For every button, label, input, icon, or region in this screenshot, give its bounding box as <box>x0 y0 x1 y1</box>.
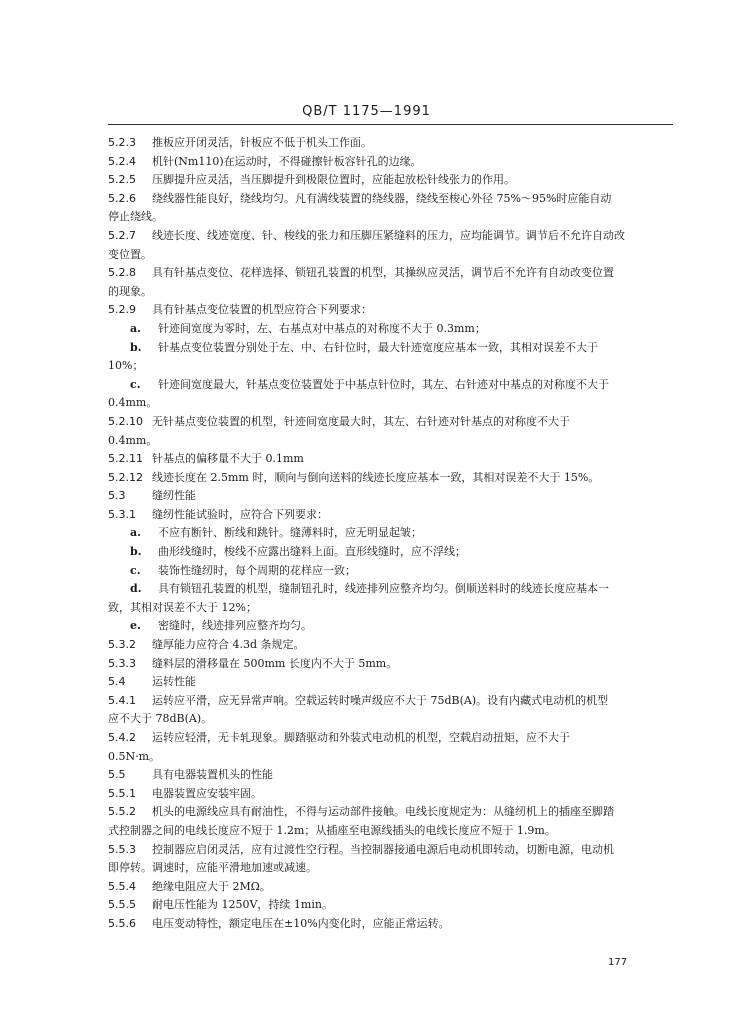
clause-text: 针迹间宽度最大，针基点变位装置处于中基点针位时，其左、右针迹对中基点的对称度不大于 <box>158 377 609 391</box>
clause-text: 机头的电源线应具有耐油性，不得与运动部件接触。电线长度规定为：从缝纫机上的插座至脚踏 <box>152 805 614 819</box>
text-line <box>108 599 674 618</box>
text-line <box>108 785 674 804</box>
clause-number: 5.5.4 <box>108 879 136 893</box>
item-letter: b. <box>130 545 142 559</box>
clause-text: 电器装置应安装牢固。 <box>152 786 262 800</box>
text-line <box>108 803 674 822</box>
text-line <box>108 692 674 711</box>
clause-text: 线迹长度在 2.5mm 时，顺向与倒向送料的线迹长度应基本一致，其相对误差不大于 15%。 <box>152 470 600 484</box>
clause-number: 5.5 <box>108 768 126 782</box>
text-line <box>108 264 674 283</box>
item-letter: c. <box>130 377 141 391</box>
text-line <box>108 320 674 339</box>
clause-number: 5.3.1 <box>108 507 136 521</box>
clause-number: 5.3.2 <box>108 638 136 652</box>
text-line <box>108 487 674 506</box>
text-line <box>108 171 674 190</box>
clause-number: 5.4.1 <box>108 693 136 707</box>
clause-text: 式控制器之间的电线长度应不短于 1.2m；从插座至电源线插头的电线长度应不短于 1.9m。 <box>108 823 556 837</box>
clause-text: 推板应开闭灵活，针板应不低于机头工作面。 <box>152 136 372 149</box>
clause-number: 5.2.11 <box>108 452 143 466</box>
text-line <box>108 227 674 246</box>
text-line <box>108 562 674 581</box>
clause-number: 5.3 <box>108 489 126 503</box>
item-letter: c. <box>130 563 141 577</box>
text-line <box>108 301 674 320</box>
clause-text: 机针(Nm110)在运动时，不得碰擦针板容针孔的边缘。 <box>152 154 422 168</box>
clause-number: 5.2.3 <box>108 136 136 149</box>
text-line <box>108 432 674 451</box>
clause-text: 耐电压性能为 1250V，持续 1min。 <box>152 898 333 912</box>
text-line <box>108 506 674 525</box>
text-line <box>108 524 674 543</box>
page-number: 177 <box>608 957 628 968</box>
text-line <box>108 617 674 636</box>
item-letter: a. <box>130 526 141 540</box>
clause-text: 缝纫性能 <box>152 489 196 503</box>
clause-text: 缝料层的滑移量在 500mm 长度内不大于 5mm。 <box>152 656 398 670</box>
body-text <box>108 134 674 934</box>
clause-text: 运转性能 <box>152 675 196 689</box>
item-letter: e. <box>130 619 141 633</box>
text-line <box>108 766 674 785</box>
clause-number: 5.5.2 <box>108 805 136 819</box>
clause-number: 5.2.7 <box>108 228 136 242</box>
clause-text: 运转应平滑，应无异常声响。空载运转时噪声级应不大于 75dB(A)。设有内藏式电动机的机型 <box>152 693 609 707</box>
text-line <box>108 153 674 172</box>
text-line <box>108 543 674 562</box>
item-letter: b. <box>130 340 142 354</box>
clause-text: 具有针基点变位装置的机型应符合下列要求： <box>152 303 372 317</box>
clause-text: 针迹间宽度为零时，左、右基点对中基点的对称度不大于 0.3mm； <box>158 321 486 335</box>
clause-text: 10%； <box>108 359 144 373</box>
item-letter: d. <box>130 582 142 596</box>
text-line <box>108 376 674 395</box>
clause-text: 不应有断针、断线和跳针。缝薄料时，应无明显起皱； <box>158 526 422 540</box>
text-line <box>108 878 674 897</box>
clause-text: 变位置。 <box>108 247 152 261</box>
clause-text: 针基点变位装置分别处于左、中、右针位时，最大针迹宽度应基本一致，其相对误差不大于 <box>158 340 598 354</box>
text-line <box>108 357 674 376</box>
clause-number: 5.2.12 <box>108 470 143 484</box>
clause-number: 5.4.2 <box>108 731 136 744</box>
clause-text: 密缝时，线迹排列应整齐均匀。 <box>158 619 312 633</box>
text-line <box>108 655 674 674</box>
clause-number: 5.2.8 <box>108 266 136 280</box>
clause-text: 缝纫性能试验时，应符合下列要求： <box>152 507 328 521</box>
clause-number: 5.2.4 <box>108 154 136 168</box>
text-line <box>108 841 674 860</box>
text-line <box>108 636 674 655</box>
text-line <box>108 283 674 302</box>
clause-number: 5.3.3 <box>108 656 136 670</box>
clause-number: 5.2.10 <box>108 414 143 428</box>
text-line <box>108 580 674 599</box>
text-line <box>108 673 674 692</box>
clause-text: 装饰性缝纫时，每个周期的花样应一致； <box>158 563 356 577</box>
header-rule <box>108 124 673 125</box>
clause-number: 5.2.5 <box>108 173 136 187</box>
text-line <box>108 190 674 209</box>
clause-text: 缝厚能力应符合 4.3d 条规定。 <box>152 638 305 652</box>
clause-text: 应不大于 78dB(A)。 <box>108 712 213 726</box>
text-line <box>108 729 674 748</box>
clause-text: 无针基点变位装置的机型，针迹间宽度最大时，其左、右针迹对针基点的对称度不大于 <box>152 414 570 428</box>
clause-text: 停止绕线。 <box>108 210 163 224</box>
text-line <box>108 469 674 488</box>
clause-number: 5.5.5 <box>108 898 136 912</box>
text-line <box>108 339 674 358</box>
clause-text: 具有针基点变位、花样选择、锁钮孔装置的机型，其操纵应灵活，调节后不允许有自动改变位置 <box>152 266 614 280</box>
text-line <box>108 246 674 265</box>
clause-text: 0.4mm。 <box>108 433 158 447</box>
text-line <box>108 208 674 227</box>
clause-number: 5.5.1 <box>108 786 136 800</box>
clause-number: 5.2.9 <box>108 303 136 317</box>
text-line <box>108 413 674 432</box>
item-letter: a. <box>130 321 141 335</box>
clause-text: 绝缘电阻应大于 2MΩ。 <box>152 879 271 893</box>
clause-text: 线迹长度、线迹宽度、针、梭线的张力和压脚压紧缝料的压力，应均能调节。调节后不允许自动改 <box>152 228 625 242</box>
text-line <box>108 859 674 878</box>
clause-number: 5.5.3 <box>108 842 136 856</box>
clause-text: 运转应轻滑，无卡轧现象。脚踏驱动和外装式电动机的机型，空载启动扭矩，应不大于 <box>152 731 570 744</box>
clause-text: 0.4mm。 <box>108 396 158 410</box>
clause-number: 5.5.6 <box>108 916 136 930</box>
clause-text: 具有电器装置机头的性能 <box>152 768 273 782</box>
text-line <box>108 394 674 413</box>
standard-code-header: QB/T 1175—1991 <box>302 104 431 119</box>
text-line <box>108 822 674 841</box>
clause-text: 压脚提升应灵活，当压脚提升到极限位置时，应能起放松针线张力的作用。 <box>152 173 515 187</box>
clause-text: 电压变动特性，额定电压在±10%内变化时，应能正常运转。 <box>152 916 450 930</box>
text-line <box>108 748 674 767</box>
text-line <box>108 134 674 153</box>
clause-number: 5.4 <box>108 675 126 689</box>
clause-text: 绕线器性能良好，绕线均匀。凡有满线装置的绕线器，绕线至梭心外径 75%～95%时应能自动 <box>152 191 612 205</box>
text-line <box>108 450 674 469</box>
clause-text: 致，其相对误差不大于 12%； <box>108 600 257 614</box>
text-line <box>108 915 674 934</box>
clause-text: 具有锁钮孔装置的机型，缝制钮孔时，线迹排列应整齐均匀。倒顺送料时的线迹长度应基本一 <box>158 582 609 596</box>
text-line <box>108 896 674 915</box>
clause-text: 的现象。 <box>108 284 152 298</box>
clause-text: 曲形线缝时，梭线不应露出缝料上面。直形线缝时，应不浮线； <box>158 545 466 559</box>
clause-text: 控制器应启闭灵活，应有过渡性空行程。当控制器接通电源后电动机即转动，切断电源，电动机 <box>152 842 614 856</box>
clause-number: 5.2.6 <box>108 191 136 205</box>
text-line <box>108 710 674 729</box>
clause-text: 针基点的偏移量不大于 0.1mm <box>152 452 304 466</box>
clause-text: 0.5N·m。 <box>108 749 161 763</box>
clause-text: 即停转。调速时，应能平滑地加速或减速。 <box>108 861 317 875</box>
